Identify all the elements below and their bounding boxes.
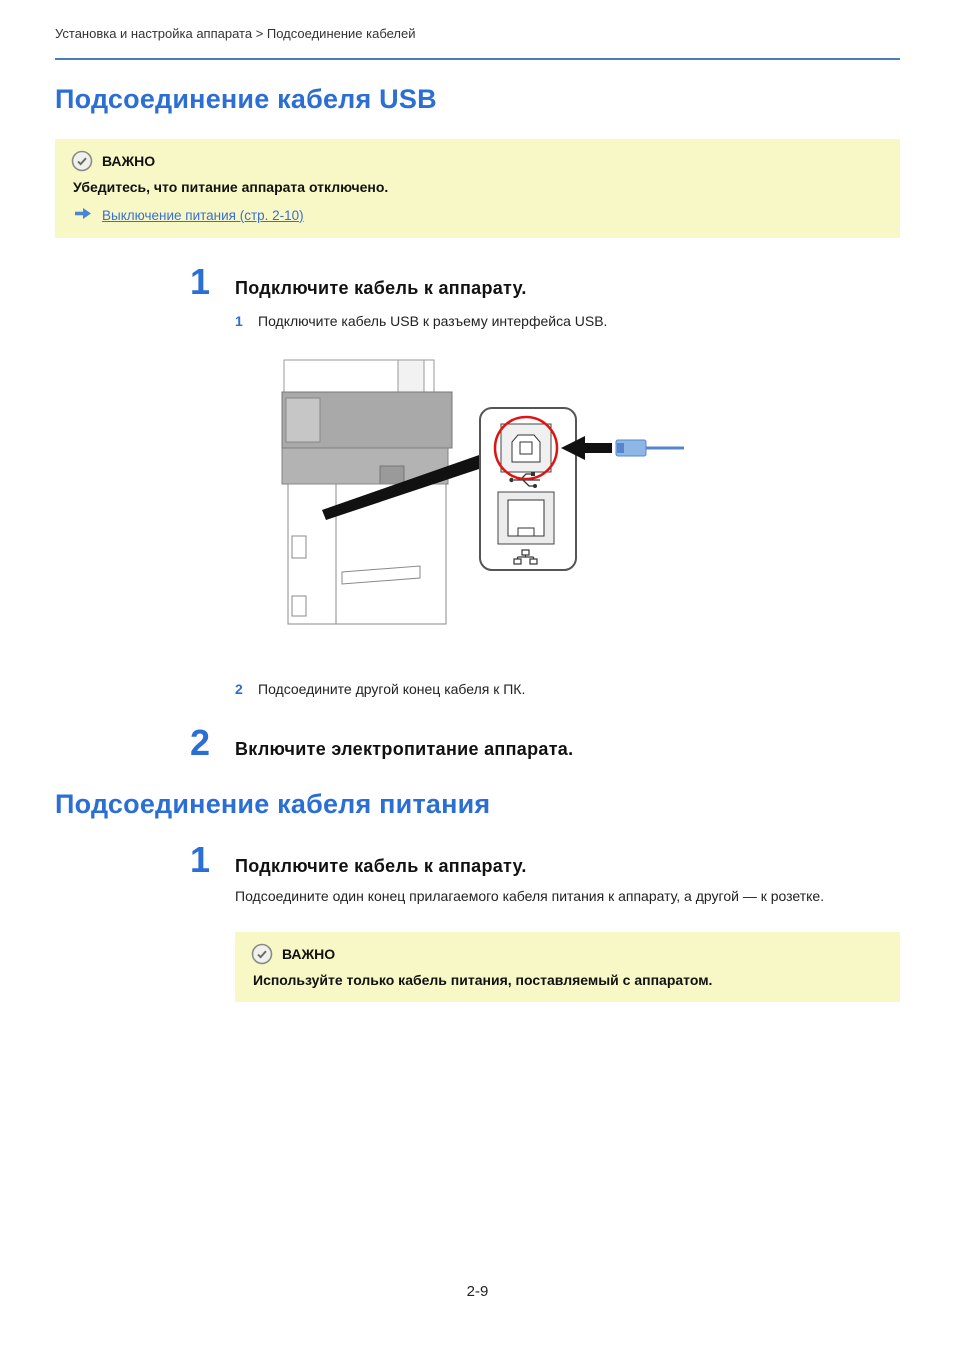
usb-step-2 <box>190 722 900 764</box>
usb-step-1 <box>190 261 900 302</box>
step-number: 1 <box>190 839 211 881</box>
important-text: Убедитесь, что питание аппарата отключено. <box>73 179 389 195</box>
power-step-1 <box>190 839 900 881</box>
substep-text: Подсоедините другой конец кабеля к ПК. <box>258 680 526 697</box>
section-title-power: Подсоединение кабеля питания <box>55 789 491 820</box>
usb-cable <box>616 440 684 456</box>
important-label: ВАЖНО <box>102 153 156 169</box>
reference-link-row <box>75 206 884 224</box>
important-note-header <box>251 943 884 965</box>
substep-number: 1 <box>235 313 243 329</box>
step-number: 1 <box>190 261 211 302</box>
section-title-usb: Подсоединение кабеля USB <box>55 84 437 114</box>
important-note-usb <box>55 139 900 238</box>
link-arrow-icon <box>75 206 91 224</box>
check-circle-icon <box>71 150 93 172</box>
usb-substep-2 <box>235 680 900 700</box>
important-note-header <box>71 150 884 172</box>
printer-rear-view <box>282 360 452 624</box>
step-title: Подключите кабель к аппарату. <box>235 856 527 877</box>
connector-panel <box>480 408 576 570</box>
power-step-text: Подсоедините один конец прилагаемого кабеля питания к аппарату, а другой — к розетке. <box>235 888 825 905</box>
substep-text: Подключите кабель USB к разъему интерфейса USB. <box>258 313 608 329</box>
power-off-reference-link[interactable]: Выключение питания (стр. 2-10) <box>102 207 304 223</box>
important-label: ВАЖНО <box>282 945 336 962</box>
usb-connection-illustration <box>280 358 700 648</box>
step-title: Включите электропитание аппарата. <box>235 739 574 760</box>
important-note-power <box>235 932 900 1002</box>
page-number: 2-9 <box>466 1283 489 1300</box>
usb-substep-1 <box>235 312 900 332</box>
substep-number: 2 <box>235 680 243 697</box>
step-title: Подключите кабель к аппарату. <box>235 278 527 298</box>
check-circle-icon <box>251 943 273 965</box>
breadcrumb: Установка и настройка аппарата > Подсоединение кабелей <box>55 26 416 41</box>
important-text: Используйте только кабель питания, поставляемый с аппаратом. <box>253 971 713 988</box>
header-rule <box>55 58 900 60</box>
step-number: 2 <box>190 722 211 764</box>
